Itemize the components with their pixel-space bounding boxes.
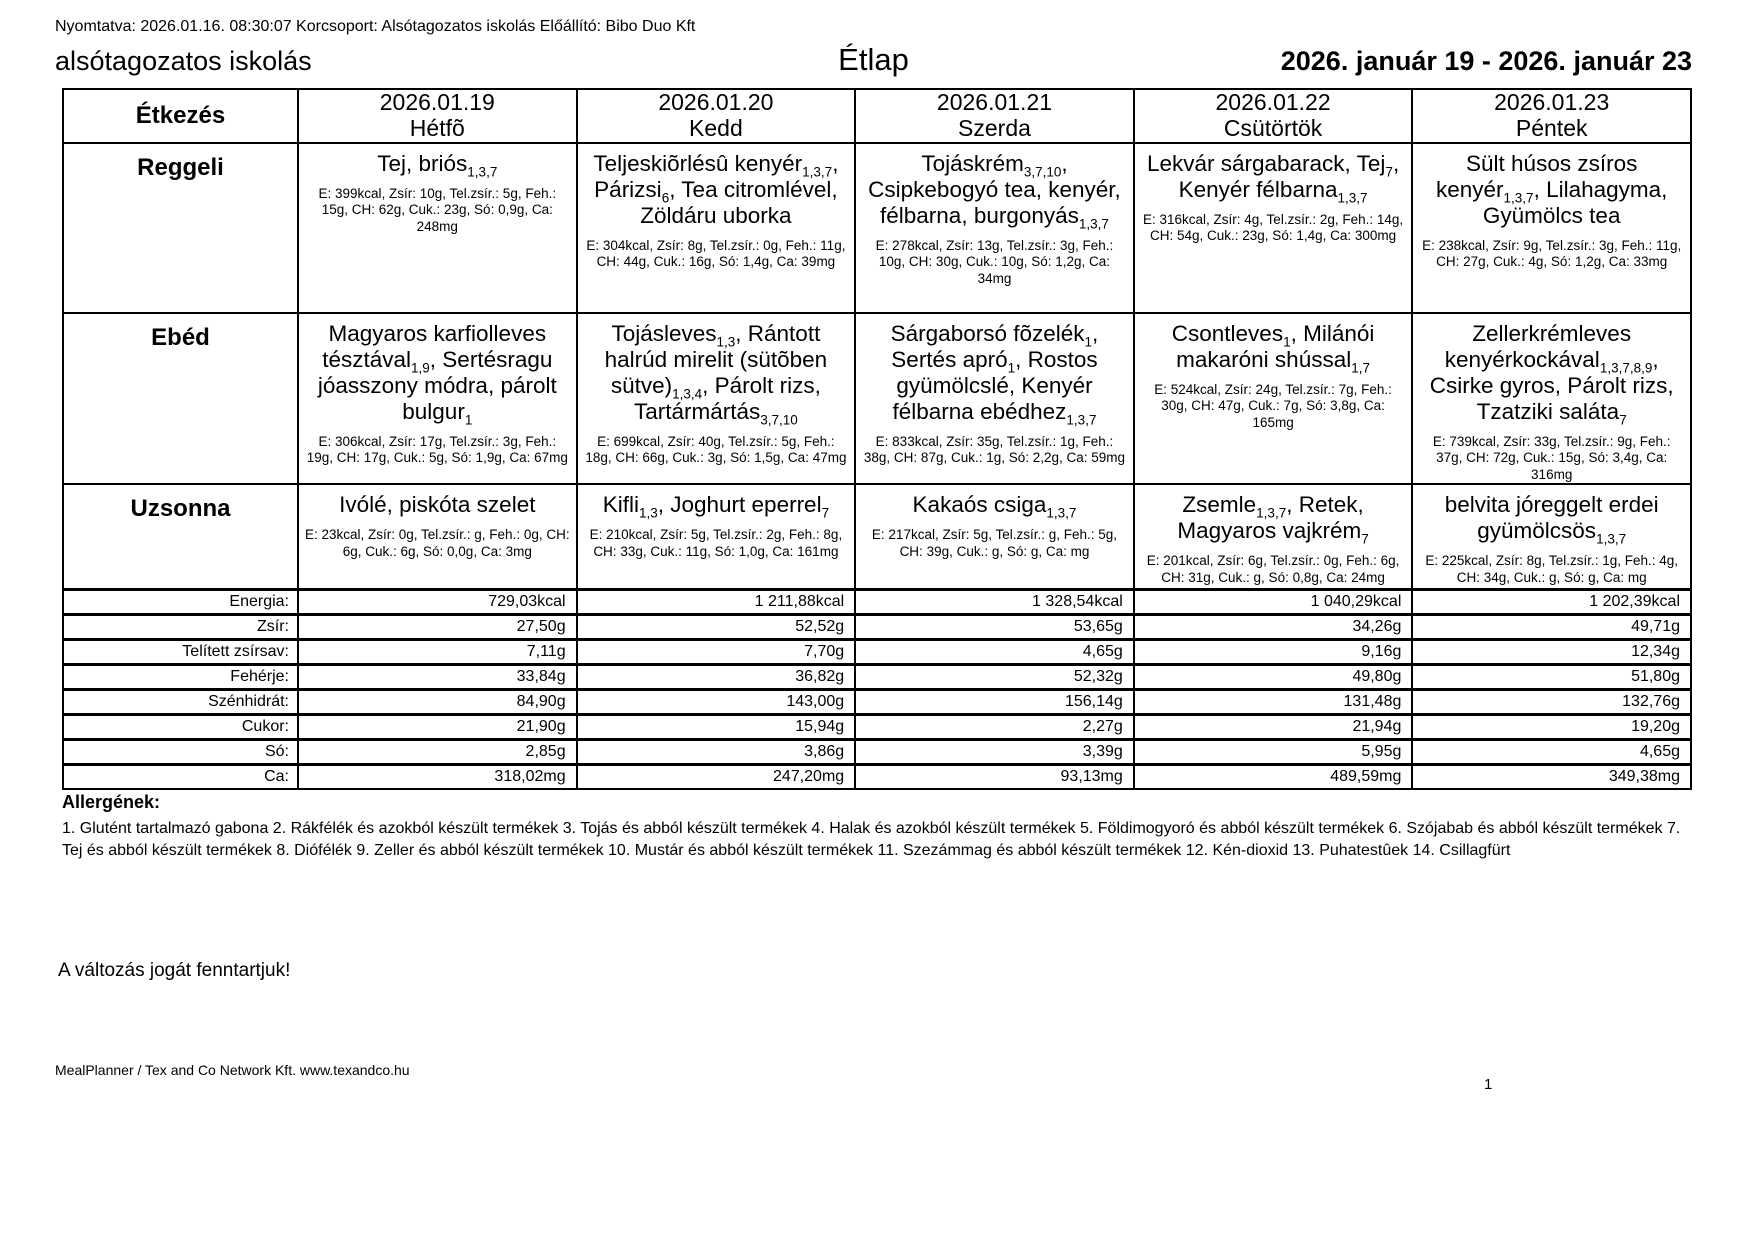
date-range: 2026. január 19 - 2026. január 23 (1280, 46, 1692, 76)
day-header (1134, 89, 1413, 143)
menu-text: Kifli$_{1,3}$, Joghurt eperrel$_7$ (602, 492, 830, 521)
summary-value: 729,03kcal (298, 589, 577, 614)
menu-text: Tojásleves$_{1,3}$, Rántott halrúd mirelit (sütõben $sütve)_{1,3,4}$, Párolt rizs, Tartármártás$_{3,7,10}$ (604, 320, 828, 428)
menu-cell (577, 313, 856, 485)
nutrition-info: E: 316kcal, Zsír: 4g, Tel.zsír.: 2g, Feh.: 14g, CH: 54g, Cuk.: 23g, Só: 1,4g, Ca: 300mg (1143, 211, 1404, 244)
nutrition-info: E: 217kcal, Zsír: 5g, Tel.zsír.: g, Feh.: 5g, CH: 39g, Cuk.: g, Só: g, Ca: mg (871, 527, 1118, 559)
summary-value: 132,76g (1412, 689, 1691, 714)
meal-row (63, 143, 1691, 313)
summary-value: 318,02mg (298, 764, 577, 789)
nutrition-info: E: 399kcal, Zsír: 10g, Tel.zsír.: 5g, Feh.: 15g, CH: 62g, Cuk.: 23g, Só: 0,9g, Ca: 248mg (318, 185, 557, 234)
menu-text: Lekvár sárgabarack, Tej$_7$, Kenyér félbarna$_{1,3,7}$ (1146, 150, 1400, 206)
menu-cell (577, 484, 856, 589)
summary-value: 12,34g (1412, 639, 1691, 664)
meal-rows (63, 143, 1691, 590)
summary-value: 21,94g (1134, 714, 1413, 739)
day-date: 2026.01.19 (379, 89, 495, 115)
nutrition-info: E: 739kcal, Zsír: 33g, Tel.zsír.: 9g, Feh.: 37g, CH: 72g, Cuk.: 15g, Só: 3,4g, Ca: 316mg (1432, 433, 1671, 482)
summary-label: Fehérje: (63, 664, 298, 689)
summary-value: 36,82g (577, 664, 856, 689)
menu-cell (855, 143, 1134, 313)
summary-row (63, 639, 1691, 664)
summary-value: 4,65g (1412, 739, 1691, 764)
menu-table (62, 88, 1692, 790)
summary-label: Telített zsírsav: (63, 639, 298, 664)
header (55, 42, 1692, 78)
menu-cell (298, 484, 577, 589)
page-title: Étlap (838, 42, 909, 77)
day-name: Szerda (958, 114, 1031, 141)
summary-value: 3,86g (577, 739, 856, 764)
summary-label: Szénhidrát: (63, 689, 298, 714)
day-name: Hétfõ (409, 114, 465, 141)
summary-value: 1 202,39kcal (1412, 589, 1691, 614)
summary-value: 156,14g (855, 689, 1134, 714)
summary-value: 143,00g (577, 689, 856, 714)
menu-cell (298, 143, 577, 313)
summary-value: 349,38mg (1412, 764, 1691, 789)
allergens-section (62, 792, 1694, 862)
menu-text: Teljeskiõrlésû kenyér$_{1,3,7}$, Párizsi$_6$, Tea citromlével, Zöldáru uborka (593, 150, 839, 228)
print-info: Nyomtatva: 2026.01.16. 08:30:07 Korcsoport: Alsótagozatos iskolás Előállító: Bibo Duo Kft (55, 18, 696, 35)
day-date: 2026.01.23 (1494, 89, 1610, 115)
summary-value: 1 040,29kcal (1134, 589, 1413, 614)
menu-cell (855, 484, 1134, 589)
day-header (855, 89, 1134, 143)
nutrition-info: E: 304kcal, Zsír: 8g, Tel.zsír.: 0g, Feh.: 11g, CH: 44g, Cuk.: 16g, Só: 1,4g, Ca: 39mg (586, 237, 846, 270)
menu-cell (1134, 313, 1413, 485)
menu-cell (1134, 143, 1413, 313)
summary-value: 53,65g (855, 614, 1134, 639)
day-header (577, 89, 856, 143)
menu-cell (1412, 143, 1691, 313)
day-header (1412, 89, 1691, 143)
meal-row (63, 484, 1691, 589)
summary-value: 33,84g (298, 664, 577, 689)
summary-value: 52,52g (577, 614, 856, 639)
summary-value: 51,80g (1412, 664, 1691, 689)
menu-text: Sült húsos zsíros kenyér$_{1,3,7}$, Lilahagyma, Gyümölcs tea (1435, 150, 1668, 228)
summary-value: 4,65g (855, 639, 1134, 664)
day-header (298, 89, 577, 143)
menu-text: Sárgaborsó fõzelék$_1$, Sertés apró$_1$, Rostos gyümölcslé, Kenyér félbarna ebédhez$_{1,3,7}$ (890, 320, 1099, 428)
summary-row (63, 739, 1691, 764)
summary-value: 34,26g (1134, 614, 1413, 639)
menu-cell (1412, 484, 1691, 589)
meal-row (63, 313, 1691, 485)
menu-cell (855, 313, 1134, 485)
summary-row (63, 764, 1691, 789)
allergens-text: 1. Glutént tartalmazó gabona 2. Rákfélék és azokból készült termékek 3. Tojás és abból készült termékek 4. Halak és azokból készült termékek 5. Földimogyoró és abból készült termékek 6. Szójabab és abból készült termékek 7. Tej és abból készült termékek 8. Diófélék 9. Zeller és abból készült termékek 10. Mustár és abból készült termékek 11. Szezámmag és abból készült termékek 12. Kén-dioxid 13. Puhatestûek 14. Csillagfürt (62, 820, 1681, 860)
summary-value: 1 328,54kcal (855, 589, 1134, 614)
meal-label: Uzsonna (63, 484, 298, 589)
nutrition-info: E: 23kcal, Zsír: 0g, Tel.zsír.: g, Feh.: 0g, CH: 6g, Cuk.: 6g, Só: 0,0g, Ca: 3mg (304, 527, 570, 559)
summary-value: 49,71g (1412, 614, 1691, 639)
summary-label: Zsír: (63, 614, 298, 639)
menu-cell (577, 143, 856, 313)
summary-value: 489,59mg (1134, 764, 1413, 789)
menu-text: belvita jóreggelt erdei gyümölcsös$_{1,3,7}$ (1444, 492, 1659, 547)
summary-row (63, 614, 1691, 639)
summary-row (63, 589, 1691, 614)
nutrition-info: E: 306kcal, Zsír: 17g, Tel.zsír.: 3g, Feh.: 19g, CH: 17g, Cuk.: 5g, Só: 1,9g, Ca: 67mg (306, 433, 568, 466)
menu-text: Kakaós csiga$_{1,3,7}$ (912, 492, 1077, 521)
menu-text: Zellerkrémleves kenyérkockával$_{1,3,7,8,9}$, Csirke gyros, Párolt rizs, Tzatziki saláta$_7$ (1429, 320, 1674, 428)
day-name: Csütörtök (1223, 114, 1323, 141)
summary-label: Ca: (63, 764, 298, 789)
summary-value: 27,50g (298, 614, 577, 639)
summary-value: 7,70g (577, 639, 856, 664)
allergens-title: Allergének: (62, 792, 161, 812)
summary-label: Cukor: (63, 714, 298, 739)
page-number: 1 (1484, 1076, 1493, 1093)
menu-cell (298, 313, 577, 485)
menu-cell (1134, 484, 1413, 589)
summary-value: 1 211,88kcal (577, 589, 856, 614)
summary-value: 49,80g (1134, 664, 1413, 689)
menu-text: Tej, briós$_{1,3,7}$ (377, 150, 498, 179)
day-date: 2026.01.21 (936, 89, 1053, 115)
summary-value: 3,39g (855, 739, 1134, 764)
summary-value: 247,20mg (577, 764, 856, 789)
nutrition-info: E: 210kcal, Zsír: 5g, Tel.zsír.: 2g, Feh.: 8g, CH: 33g, Cuk.: 11g, Só: 1,0g, Ca: 161mg (589, 527, 843, 559)
menu-text: Zsemle$_{1,3,7}$, Retek, Magyaros vajkrém$_7$ (1177, 492, 1369, 547)
footer-credit: MealPlanner / Tex and Co Network Kft. www.texandco.hu (55, 1062, 410, 1078)
summary-label: Energia: (63, 589, 298, 614)
summary-value: 19,20g (1412, 714, 1691, 739)
summary-value: 21,90g (298, 714, 577, 739)
nutrition-info: E: 524kcal, Zsír: 24g, Tel.zsír.: 7g, Feh.: 30g, CH: 47g, Cuk.: 7g, Só: 3,8g, Ca: 165mg (1154, 381, 1392, 430)
summary-value: 84,90g (298, 689, 577, 714)
meal-label: Ebéd (63, 313, 298, 485)
summary-value: 2,85g (298, 739, 577, 764)
day-date: 2026.01.20 (658, 89, 774, 115)
nutrition-info: E: 833kcal, Zsír: 35g, Tel.zsír.: 1g, Feh.: 38g, CH: 87g, Cuk.: 1g, Só: 2,2g, Ca: 59mg (863, 433, 1126, 466)
nutrition-info: E: 699kcal, Zsír: 40g, Tel.zsír.: 5g, Feh.: 18g, CH: 66g, Cuk.: 3g, Só: 1,5g, Ca: 47mg (585, 433, 847, 466)
meal-label: Reggeli (63, 143, 298, 313)
corner-header: Étkezés (63, 89, 298, 143)
day-date: 2026.01.22 (1215, 89, 1331, 115)
nutrition-info: E: 238kcal, Zsír: 9g, Tel.zsír.: 3g, Feh.: 11g, CH: 27g, Cuk.: 4g, Só: 1,2g, Ca: 33mg (1422, 237, 1682, 270)
summary-rows (63, 589, 1691, 789)
day-name: Péntek (1515, 114, 1588, 141)
summary-value: 93,13mg (855, 764, 1134, 789)
summary-value: 131,48g (1134, 689, 1413, 714)
menu-text: Csontleves$_1$, Milánói makaróni shússal$_{1,7}$ (1171, 320, 1375, 376)
nutrition-info: E: 225kcal, Zsír: 8g, Tel.zsír.: 1g, Feh.: 4g, CH: 34g, Cuk.: g, Só: g, Ca: mg (1425, 553, 1678, 585)
summary-row (63, 689, 1691, 714)
summary-value: 5,95g (1134, 739, 1413, 764)
menu-cell (1412, 313, 1691, 485)
summary-value: 9,16g (1134, 639, 1413, 664)
group-title: alsótagozatos iskolás (55, 46, 312, 76)
change-note: A változás jogát fenntartjuk! (58, 960, 291, 981)
summary-row (63, 714, 1691, 739)
day-name: Kedd (689, 114, 743, 141)
summary-value: 52,32g (855, 664, 1134, 689)
summary-value: 2,27g (855, 714, 1134, 739)
menu-text: Ivólé, piskóta szelet (339, 492, 536, 518)
summary-row (63, 664, 1691, 689)
menu-text: Magyaros karfiolleves tésztával$_{1,9}$, Sertésragu jóasszony módra, párolt bulgur$_1$ (317, 320, 557, 428)
nutrition-info: E: 278kcal, Zsír: 13g, Tel.zsír.: 3g, Feh.: 10g, CH: 30g, Cuk.: 10g, Só: 1,2g, Ca: 34mg (875, 237, 1114, 286)
summary-label: Só: (63, 739, 298, 764)
summary-value: 7,11g (298, 639, 577, 664)
table-header-row (63, 89, 1691, 143)
nutrition-info: E: 201kcal, Zsír: 6g, Tel.zsír.: 0g, Feh.: 6g, CH: 31g, Cuk.: g, Só: 0,8g, Ca: 24mg (1146, 553, 1400, 585)
summary-value: 15,94g (577, 714, 856, 739)
menu-text: Tojáskrém$_{3,7,10}$, Csipkebogyó tea, kenyér, félbarna, burgonyás$_{1,3,7}$ (868, 150, 1121, 232)
